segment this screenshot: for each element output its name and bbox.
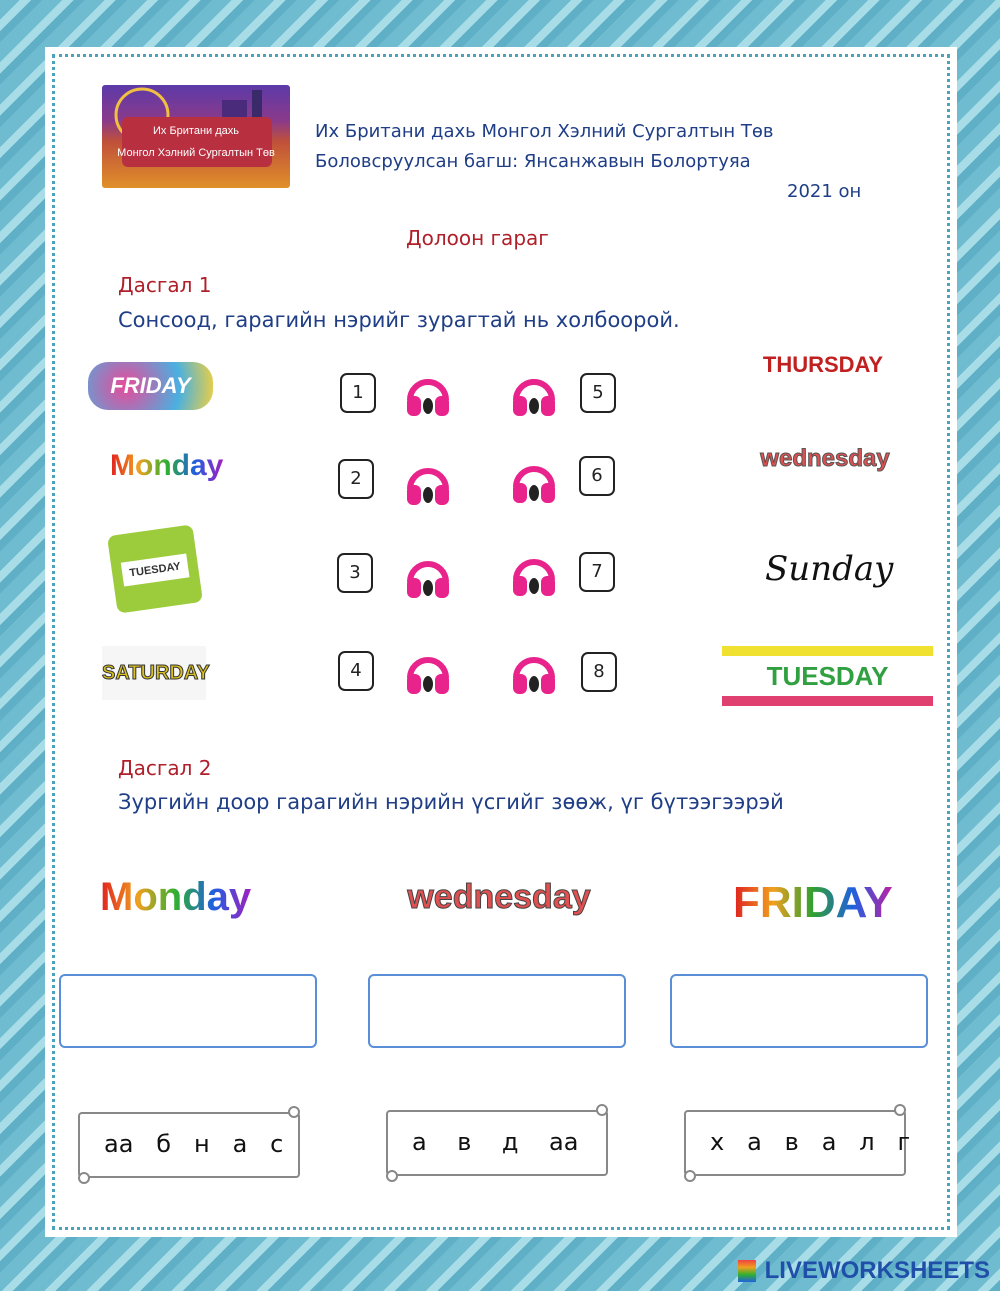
thursday-image [758, 345, 888, 385]
year-label: 2021 он [787, 181, 862, 202]
headphone-icon[interactable] [510, 648, 558, 696]
monday-image [110, 443, 224, 489]
answer-box-1[interactable] [59, 974, 317, 1048]
letter-tiles-2[interactable]: а в д аа [412, 1128, 579, 1156]
wednesday-image-large [394, 860, 604, 934]
tuesday-calendar-text: TUESDAY [121, 554, 190, 587]
tuesday-image [722, 646, 933, 706]
number-box-7[interactable]: 7 [579, 552, 615, 592]
headphone-icon[interactable] [404, 648, 452, 696]
wednesday-image [748, 432, 902, 486]
tuesday-calendar-image [107, 524, 203, 613]
liveworksheets-logo-icon [738, 1260, 756, 1282]
liveworksheets-watermark [738, 1257, 990, 1285]
number-box-8[interactable]: 8 [581, 652, 617, 692]
number-box-2[interactable]: 2 [338, 459, 374, 499]
wednesday-image-large-text: wednesday [407, 878, 591, 916]
friday-image-large-text: FRIDAY [733, 878, 893, 927]
logo-text-line2: Монгол Хэлний Сургалтын Төв [117, 147, 275, 159]
monday-image-text: Monday [110, 449, 224, 482]
logo-text-line1: Их Британи дахь [152, 125, 240, 137]
school-logo [102, 85, 290, 188]
headphone-icon[interactable] [404, 552, 452, 600]
letter-tiles-3[interactable]: х а в а л г [710, 1128, 911, 1156]
wednesday-image-text: wednesday [760, 445, 890, 472]
sunday-image-text: Sunday [765, 549, 894, 589]
friday-image-large [733, 872, 893, 934]
letter-scroll-3 [684, 1110, 911, 1176]
answer-box-2[interactable] [368, 974, 626, 1048]
number-box-1[interactable]: 1 [340, 373, 376, 413]
headphone-icon[interactable] [510, 370, 558, 418]
exercise1-instruction: Сонсоод, гарагийн нэрийг зурагтай нь холбоорой. [118, 308, 680, 332]
watermark-text: LIVEWORKSHEETS [764, 1257, 990, 1284]
school-name: Их Британи дахь Монгол Хэлний Сургалтын Төв [315, 121, 774, 142]
teacher-name: Боловсруулсан багш: Янсанжавын Болортуяа [315, 151, 751, 172]
monday-image-large [100, 862, 252, 932]
letter-scroll-2 [386, 1110, 608, 1176]
headphone-icon[interactable] [404, 459, 452, 507]
tuesday-image-text: TUESDAY [766, 661, 889, 691]
headphone-icon[interactable] [510, 457, 558, 505]
number-box-5[interactable]: 5 [580, 373, 616, 413]
saturday-image [102, 646, 210, 700]
exercise2-label: Дасгал 2 [118, 756, 212, 780]
exercise2-instruction: Зургийн доор гарагийн нэрийн үсгийг зөөж, үг бүтээгээрэй [118, 790, 784, 814]
page-title: Долоон гараг [406, 226, 549, 250]
headphone-icon[interactable] [404, 370, 452, 418]
letter-scroll-1 [78, 1112, 300, 1178]
number-box-6[interactable]: 6 [579, 456, 615, 496]
number-box-3[interactable]: 3 [337, 553, 373, 593]
number-box-4[interactable]: 4 [338, 651, 374, 691]
headphone-icon[interactable] [510, 550, 558, 598]
monday-image-large-text: Monday [100, 875, 252, 919]
saturday-image-text: SATURDAY [102, 662, 210, 684]
letter-tiles-1[interactable]: аа б н а с [104, 1130, 284, 1158]
thursday-image-text: THURSDAY [762, 352, 884, 377]
friday-image [88, 362, 213, 410]
sunday-image [765, 534, 894, 604]
answer-box-3[interactable] [670, 974, 928, 1048]
exercise1-label: Дасгал 1 [118, 273, 212, 297]
friday-image-text: FRIDAY [110, 373, 191, 398]
